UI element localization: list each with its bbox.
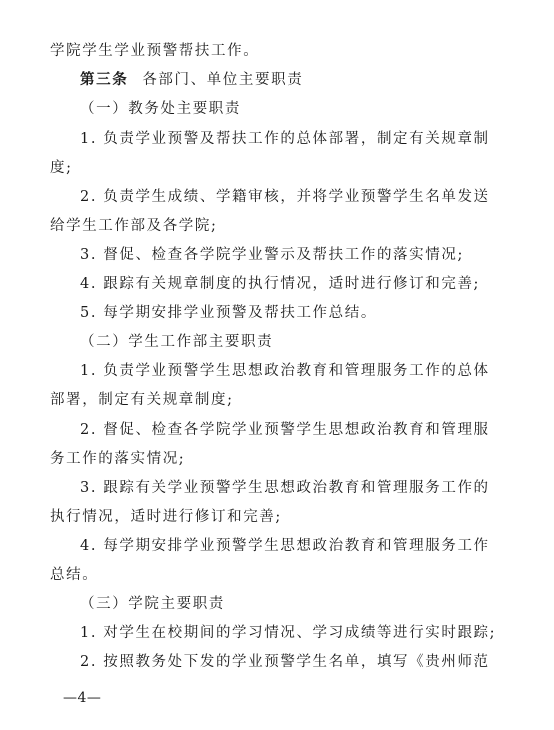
text-line: 1. 对学生在校期间的学习情况、学习成绩等进行实时跟踪; <box>80 625 497 641</box>
text-line: 3. 跟踪有关学业预警学生思想政治教育和管理服务工作的 <box>80 480 490 496</box>
text-line: 部署，制定有关规章制度; <box>50 392 234 408</box>
page-number: —4— <box>63 690 102 706</box>
text-line: 执行情况，适时进行修订和完善; <box>50 509 282 525</box>
text-line: 2. 督促、检查各学院学业预警学生思想政治教育和管理服 <box>80 422 490 438</box>
text-line: 1. 负责学业预警及帮扶工作的总体部署，制定有关规章制 <box>80 131 490 147</box>
text-line: 5. 每学期安排学业预警及帮扶工作总结。 <box>80 305 377 321</box>
text-line: 度; <box>50 160 73 176</box>
section-heading: （三）学院主要职责 <box>80 596 225 612</box>
text-line: 4. 跟踪有关规章制度的执行情况，适时进行修订和完善; <box>80 276 481 292</box>
text-line: 2. 负责学生成绩、学籍审核，并将学业预警学生名单发送 <box>80 189 490 205</box>
article-number: 第三条 <box>80 71 129 88</box>
text-line: 2. 按照教务处下发的学业预警学生名单，填写《贵州师范 <box>80 654 490 670</box>
text-line: 1. 负责学业预警学生思想政治教育和管理服务工作的总体 <box>80 363 490 379</box>
text-line: 学院学生学业预警帮扶工作。 <box>50 43 260 59</box>
text-line: 给学生工作部及各学院; <box>50 218 218 234</box>
text-line: 4. 每学期安排学业预警学生思想政治教育和管理服务工作 <box>80 538 490 554</box>
article-title: 各部门、单位主要职责 <box>142 72 304 88</box>
section-heading: （二）学生工作部主要职责 <box>80 334 274 350</box>
article-heading <box>80 70 303 90</box>
text-line: 务工作的落实情况; <box>50 451 186 467</box>
text-line: 总结。 <box>50 567 99 583</box>
text-line: 3. 督促、检查各学院学业警示及帮扶工作的落实情况; <box>80 247 464 263</box>
section-heading: （一）教务处主要职责 <box>80 101 241 117</box>
